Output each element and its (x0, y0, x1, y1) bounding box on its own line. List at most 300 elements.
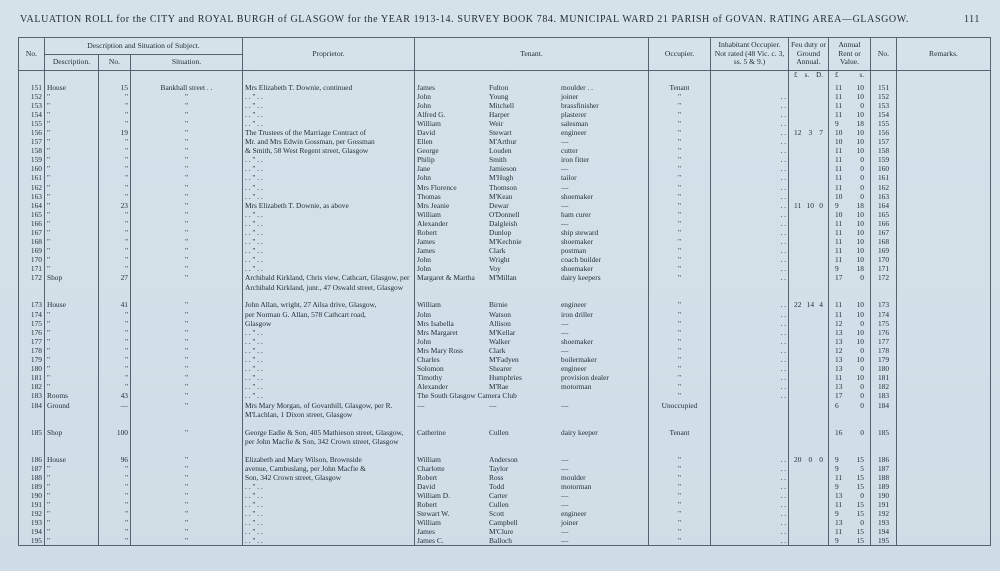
situation: " (131, 428, 243, 455)
tenant-occupation: — (561, 527, 569, 537)
proprietor: . . " . . (243, 337, 415, 346)
tenant-cell (415, 455, 649, 464)
feu-duty (789, 146, 829, 155)
tenant-occupation: moulder . . (561, 82, 594, 92)
tenant-first-name: Mrs Mary Ross (417, 345, 463, 355)
tenant-surname: Todd (489, 481, 505, 491)
feu-duty (789, 428, 829, 455)
proprietor: . . " . . (243, 173, 415, 182)
feu-duty (789, 300, 829, 309)
rent-shillings: 10 (856, 127, 864, 137)
table-row (19, 391, 991, 400)
feu-duty (789, 192, 829, 201)
rent-shillings: 0 (860, 490, 864, 500)
tenant-occupation: engineer (561, 300, 587, 310)
occupier: " (649, 319, 711, 328)
inhabitant-occupier: . . (711, 464, 789, 473)
description: " (45, 364, 99, 373)
entry-number-right: 178 (871, 346, 897, 355)
street-number: " (99, 92, 131, 101)
table-row (19, 81, 991, 92)
proprietor: . . " . . (243, 237, 415, 246)
description: Rooms (45, 391, 99, 400)
street-number: " (99, 183, 131, 192)
street-number: " (99, 464, 131, 473)
occupier: " (649, 237, 711, 246)
situation: " (131, 183, 243, 192)
description: House (45, 300, 99, 309)
situation: " (131, 482, 243, 491)
proprietor: . . " . . (243, 192, 415, 201)
inhabitant-occupier: . . (711, 300, 789, 309)
col-header-description: Description. (45, 55, 99, 71)
rent-pounds: 9 (835, 481, 839, 491)
tenant-first-name: Charlotte (417, 463, 445, 473)
remarks (897, 164, 991, 173)
rent-shillings: 10 (856, 146, 864, 156)
description: " (45, 92, 99, 101)
remarks (897, 364, 991, 373)
feu-duty (789, 246, 829, 255)
remarks (897, 337, 991, 346)
tenant-occupation: engineer (561, 127, 587, 137)
entry-number-right: 186 (871, 455, 897, 464)
tenant-cell (415, 128, 649, 137)
table-row (19, 183, 991, 192)
inhabitant-occupier: . . (711, 119, 789, 128)
proprietor: George Eadie & Son, 405 Mathieson street, Glasgow, per John Macfie & Son, 342 Crown street, Glasgow (243, 428, 415, 455)
proprietor: . . " . . (243, 264, 415, 273)
inhabitant-occupier: . . (711, 128, 789, 137)
tenant-occupation: shoemaker (561, 191, 594, 201)
entry-number-right: 158 (871, 146, 897, 155)
street-number: " (99, 255, 131, 264)
rent-shillings: 0 (860, 191, 864, 201)
inhabitant-occupier: . . (711, 192, 789, 201)
inhabitant-occupier: . . (711, 355, 789, 364)
feu-duty (789, 500, 829, 509)
situation: " (131, 219, 243, 228)
tenant-first-name: James (417, 246, 436, 256)
feu-duty (789, 509, 829, 518)
currency-pence: D. (816, 71, 823, 79)
entry-number: 161 (19, 173, 45, 182)
tenant-cell (415, 101, 649, 110)
remarks (897, 173, 991, 182)
tenant-occupation: ham curer (561, 209, 591, 219)
rent-shillings: 0 (860, 391, 864, 401)
occupier: " (649, 382, 711, 391)
remarks (897, 491, 991, 500)
tenant-first-name: John (417, 91, 431, 101)
tenant-first-name: Mrs Florence (417, 182, 457, 192)
tenant-occupation (561, 391, 646, 400)
rent-pounds: 13 (835, 364, 843, 374)
occupier: " (649, 173, 711, 182)
description: " (45, 173, 99, 182)
description: " (45, 219, 99, 228)
entry-number: 163 (19, 192, 45, 201)
rent-shillings: 0 (860, 318, 864, 328)
entry-number: 183 (19, 391, 45, 400)
tenant-occupation: moulder (561, 472, 586, 482)
annual-rent (829, 328, 871, 337)
tenant-surname: Smith (489, 155, 507, 165)
rent-pounds: 11 (835, 218, 843, 228)
col-header-no-right: No. (871, 38, 897, 71)
annual-rent (829, 155, 871, 164)
remarks (897, 328, 991, 337)
proprietor: The Trustees of the Marriage Contract of (243, 128, 415, 137)
tenant-first-name: Mrs Isabella (417, 318, 454, 328)
table-row (19, 110, 991, 119)
rent-shillings: 10 (856, 309, 864, 319)
rent-pounds: 9 (835, 509, 839, 519)
tenant-first-name: John (417, 255, 431, 265)
inhabitant-occupier: . . (711, 164, 789, 173)
description: " (45, 228, 99, 237)
tenant-cell (415, 255, 649, 264)
table-row (19, 119, 991, 128)
tenant-first-name: Charles (417, 355, 440, 365)
entry-number-right: 193 (871, 518, 897, 527)
tenant-first-name: David (417, 127, 436, 137)
tenant-surname: M'Arthur (489, 137, 517, 147)
proprietor: . . " . . (243, 382, 415, 391)
street-number: " (99, 310, 131, 319)
tenant-cell (415, 110, 649, 119)
street-number: " (99, 246, 131, 255)
street-number: " (99, 373, 131, 382)
table-row (19, 455, 991, 464)
tenant-cell (415, 328, 649, 337)
inhabitant-occupier: . . (711, 173, 789, 182)
entry-number: 159 (19, 155, 45, 164)
remarks (897, 128, 991, 137)
tenant-surname: Mitchell (489, 100, 515, 110)
proprietor: . . " . . (243, 164, 415, 173)
table-row (19, 237, 991, 246)
proprietor: Mrs Elizabeth T. Downie, continued (243, 81, 415, 92)
description: " (45, 473, 99, 482)
tenant-cell (415, 518, 649, 527)
annual-rent (829, 464, 871, 473)
tenant-cell (415, 246, 649, 255)
remarks (897, 264, 991, 273)
rent-pounds: 12 (835, 345, 843, 355)
rent-pounds: 11 (835, 237, 843, 247)
inhabitant-occupier: . . (711, 264, 789, 273)
table-row (19, 128, 991, 137)
table-row (19, 146, 991, 155)
street-number: " (99, 264, 131, 273)
proprietor: . . " . . (243, 210, 415, 219)
proprietor: . . " . . (243, 373, 415, 382)
description: House (45, 455, 99, 464)
tenant-occupation: postman (561, 246, 587, 256)
entry-number: 162 (19, 183, 45, 192)
remarks (897, 300, 991, 309)
rent-shillings: 10 (856, 137, 864, 147)
rent-shillings: 15 (856, 481, 864, 491)
table-row (19, 92, 991, 101)
col-header-situation: Situation. (131, 55, 243, 71)
annual-rent (829, 237, 871, 246)
tenant-occupation: — (561, 345, 569, 355)
tenant-surname: Cullen (489, 427, 509, 437)
tenant-cell (415, 464, 649, 473)
feu-duty (789, 255, 829, 264)
feu-pence: 4 (819, 300, 823, 310)
tenant-occupation: — (561, 400, 569, 410)
description: " (45, 264, 99, 273)
entry-number: 179 (19, 355, 45, 364)
tenant-occupation: — (561, 536, 569, 546)
remarks (897, 518, 991, 527)
rent-shillings: 0 (860, 155, 864, 165)
description: " (45, 101, 99, 110)
tenant-surname: Walker (489, 336, 511, 346)
occupier: Tenant (649, 428, 711, 455)
street-number: " (99, 382, 131, 391)
situation: " (131, 246, 243, 255)
description: " (45, 128, 99, 137)
entry-number-right: 183 (871, 391, 897, 400)
remarks (897, 428, 991, 455)
tenant-occupation: joiner (561, 91, 579, 101)
tenant-first-name: Thomas (417, 191, 441, 201)
remarks (897, 155, 991, 164)
rent-pounds: 11 (835, 527, 843, 537)
tenant-cell (415, 300, 649, 309)
rent-shillings: 0 (860, 400, 864, 410)
feu-pence: 0 (819, 200, 823, 210)
feu-duty (789, 128, 829, 137)
proprietor: . . " . . (243, 101, 415, 110)
entry-number: 181 (19, 373, 45, 382)
occupier: " (649, 500, 711, 509)
inhabitant-occupier: . . (711, 146, 789, 155)
table-row (19, 273, 991, 300)
table-row (19, 401, 991, 428)
rent-shillings: 15 (856, 472, 864, 482)
entry-number-right: 184 (871, 401, 897, 428)
situation: " (131, 300, 243, 309)
table-row (19, 428, 991, 455)
inhabitant-occupier: . . (711, 137, 789, 146)
tenant-surname: Clark (489, 345, 506, 355)
rent-pounds: 13 (835, 490, 843, 500)
feu-duty (789, 382, 829, 391)
entry-number-right: 159 (871, 155, 897, 164)
street-number: " (99, 210, 131, 219)
feu-duty (789, 473, 829, 482)
tenant-occupation: shoemaker (561, 264, 594, 274)
situation: " (131, 255, 243, 264)
entry-number: 154 (19, 110, 45, 119)
annual-rent (829, 128, 871, 137)
entry-number-right: 153 (871, 101, 897, 110)
remarks (897, 310, 991, 319)
situation: " (131, 210, 243, 219)
rent-pounds: 11 (835, 109, 843, 119)
tenant-occupation: dairy keepers (561, 273, 601, 283)
occupier: " (649, 337, 711, 346)
col-header-remarks: Remarks. (897, 38, 991, 71)
situation: " (131, 355, 243, 364)
table-row (19, 300, 991, 309)
street-number: " (99, 164, 131, 173)
feu-pence: 0 (819, 454, 823, 464)
feu-duty (789, 536, 829, 546)
tenant-cell (415, 192, 649, 201)
description: " (45, 536, 99, 546)
occupier: " (649, 264, 711, 273)
situation: " (131, 173, 243, 182)
remarks (897, 473, 991, 482)
street-number: " (99, 146, 131, 155)
street-number: — (99, 401, 131, 428)
entry-number-right: 181 (871, 373, 897, 382)
proprietor: John Allan, wright, 27 Ailsa drive, Glasgow, (243, 300, 415, 309)
rent-shillings: 0 (860, 100, 864, 110)
occupier: " (649, 273, 711, 300)
table-row (19, 491, 991, 500)
rent-pounds: 9 (835, 200, 839, 210)
entry-number: 171 (19, 264, 45, 273)
feu-pounds: 20 (794, 454, 802, 464)
tenant-occupation: motorman (561, 382, 592, 392)
tenant-first-name: Mrs Jeanie (417, 200, 450, 210)
entry-number: 192 (19, 509, 45, 518)
tenant-surname: Thomson (489, 182, 517, 192)
tenant-surname: M'Rae (489, 382, 509, 392)
rent-shillings: 10 (856, 109, 864, 119)
inhabitant-occupier: . . (711, 373, 789, 382)
feu-duty (789, 164, 829, 173)
tenant-cell (415, 228, 649, 237)
entry-number-right: 157 (871, 137, 897, 146)
street-number: " (99, 509, 131, 518)
entry-number: 187 (19, 464, 45, 473)
col-header-street-no: No. (99, 55, 131, 71)
table-row (19, 255, 991, 264)
description: " (45, 355, 99, 364)
description: " (45, 373, 99, 382)
col-header-occupier: Occupier. (649, 38, 711, 71)
rent-pounds: 11 (835, 182, 843, 192)
tenant-occupation: — (561, 218, 569, 228)
feu-shillings: 3 (808, 127, 813, 137)
feu-duty (789, 455, 829, 464)
proprietor: . . " . . (243, 346, 415, 355)
proprietor: . . " . . (243, 518, 415, 527)
entry-number-right: 167 (871, 228, 897, 237)
tenant-first-name: John (417, 264, 431, 274)
feu-duty (789, 373, 829, 382)
entry-number: 166 (19, 219, 45, 228)
inhabitant-occupier: . . (711, 219, 789, 228)
remarks (897, 219, 991, 228)
situation: " (131, 527, 243, 536)
tenant-surname: Shearer (489, 364, 512, 374)
tenant-surname: Birnie (489, 300, 508, 310)
situation: " (131, 536, 243, 546)
table-row (19, 173, 991, 182)
street-number: " (99, 518, 131, 527)
tenant-cell (415, 337, 649, 346)
entry-number-right: 195 (871, 536, 897, 546)
situation: " (131, 237, 243, 246)
street-number: " (99, 137, 131, 146)
street-number: " (99, 237, 131, 246)
occupier: " (649, 110, 711, 119)
remarks (897, 110, 991, 119)
rent-pounds: 11 (835, 155, 843, 165)
entry-number-right: 194 (871, 527, 897, 536)
remarks (897, 210, 991, 219)
street-number: " (99, 219, 131, 228)
col-header-proprietor: Proprietor. (243, 38, 415, 71)
street-number: " (99, 228, 131, 237)
tenant-cell (415, 491, 649, 500)
rent-shillings: 0 (860, 182, 864, 192)
tenant-surname: Carter (489, 490, 508, 500)
rent-shillings: 18 (856, 200, 864, 210)
remarks (897, 146, 991, 155)
tenant-first-name: Mrs Margaret (417, 327, 458, 337)
situation: " (131, 192, 243, 201)
valuation-table (18, 37, 991, 546)
proprietor: . . " . . (243, 110, 415, 119)
table-row (19, 201, 991, 210)
street-number: " (99, 337, 131, 346)
situation: " (131, 491, 243, 500)
entry-number: 169 (19, 246, 45, 255)
street-number: " (99, 364, 131, 373)
table-row (19, 164, 991, 173)
tenant-occupation: joiner (561, 518, 579, 528)
description: " (45, 237, 99, 246)
entry-number-right: 155 (871, 119, 897, 128)
description: " (45, 183, 99, 192)
occupier: " (649, 482, 711, 491)
situation: " (131, 455, 243, 464)
annual-rent (829, 364, 871, 373)
tenant-cell (415, 119, 649, 128)
tenant-first-name: — (417, 400, 425, 410)
description: " (45, 346, 99, 355)
occupier: " (649, 518, 711, 527)
rent-pounds: 11 (835, 91, 843, 101)
entry-number: 189 (19, 482, 45, 491)
page-number: 111 (963, 14, 980, 25)
table-row (19, 337, 991, 346)
tenant-first-name: James (417, 527, 436, 537)
entry-number: 180 (19, 364, 45, 373)
occupier: " (649, 355, 711, 364)
rent-shillings: 18 (856, 264, 864, 274)
remarks (897, 246, 991, 255)
feu-duty (789, 527, 829, 536)
occupier: " (649, 128, 711, 137)
proprietor: Mrs Mary Morgan, of Govanhill, Glasgow, per R. M'Lachlan, 1 Dixon street, Glasgow (243, 401, 415, 428)
inhabitant-occupier: . . (711, 201, 789, 210)
annual-rent (829, 255, 871, 264)
tenant-cell (415, 509, 649, 518)
tenant-first-name: William (417, 209, 441, 219)
entry-number-right: 170 (871, 255, 897, 264)
